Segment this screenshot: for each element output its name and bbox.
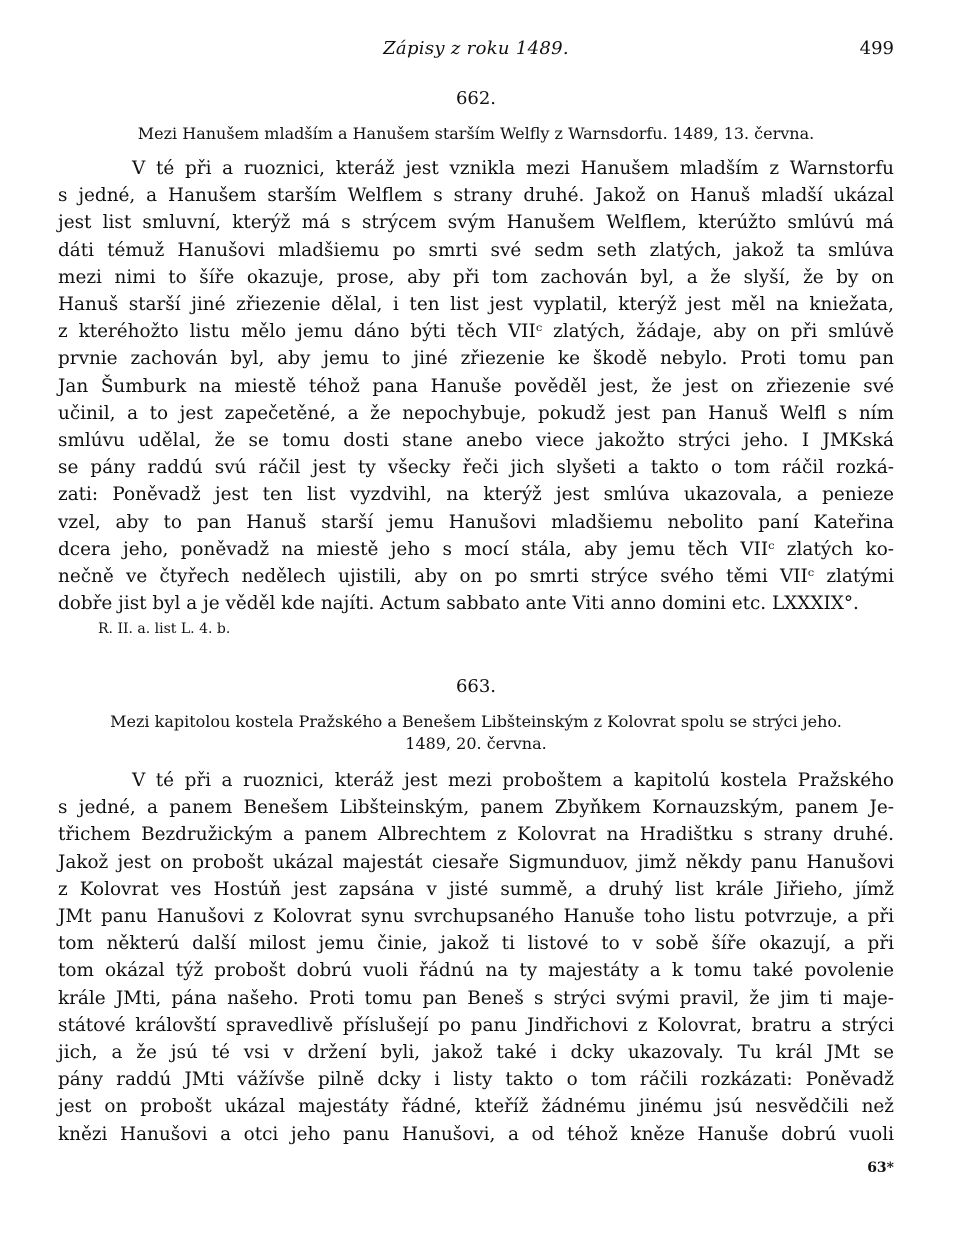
text-line: nečně ve čtyřech nedělech ujistili, aby on po smrti strýce svého těmi VIIᶜ zlatými [58,566,894,588]
running-title: Zápisy z roku 1489. [383,38,569,59]
text-line: Hanuš starší jiné zřiezenie dělal, i ten list jest vyplatil, kterýž jest měl na kniežata, [58,294,894,316]
text-line: JMt panu Hanušovi z Kolovrat synu svrchupsaného Hanuše toho listu potvrzuje, a při [58,906,894,928]
text-line: jich, a že jsú té vsi v držení byli, jakož také i dcky ukazovaly. Tu král JMt se [58,1042,894,1064]
entry-heading: Mezi Hanušem mladším a Hanušem starším Welfly z Warnsdorfu. 1489, 13. června. [137,124,815,143]
text-line: s jedné, a panem Benešem Libšteinským, panem Zbyňkem Kornauzským, panem Je- [58,797,894,819]
entry-number: 663. [455,676,497,697]
page-header [58,38,894,68]
text-line: vzel, aby to pan Hanuš starší jemu Hanušovi mladšiemu nebolito paní Kateřina [58,511,894,533]
page-number: 499 [859,38,894,59]
text-line: smlúvu udělal, že se tomu dosti stane anebo viece jakožto strýci jeho. I JMKská [58,430,894,452]
entry-663 [58,676,894,1148]
text-line: dobře jist byl a je věděl kde najíti. Actum sabbato ante Viti anno domini etc. LXXXIX°. [58,593,859,615]
text-line: zati: Poněvadž jest ten list vyzdvihl, na kterýž jest smlúva ukazovala, a penieze [58,484,894,506]
entry-body [58,155,894,617]
text-line: jest on probošt ukázal majestáty řádné, kteříž žádnému jinému jsú nesvědčili než [58,1096,894,1118]
text-line: Jakož jest on probošt ukázal majestát ciesaře Sigmunduov, jimž někdy panu Hanušovi [58,851,894,873]
text-line: jest list smluvní, kterýž má s strýcem svým Hanušem Welflem, kterúžto smlúvú má [58,212,894,234]
text-line: krále JMti, pána našeho. Proti tomu pan Beneš s strýci svými pravil, že jim ti maje- [58,987,894,1009]
entry-heading-line-2: 1489, 20. června. [405,734,547,753]
text-line: třichem Bezdružickým a panem Albrechtem z Kolovrat na Hradištku s strany druhé. [58,824,894,846]
text-line: knězi Hanušovi a otci jeho panu Hanušovi, a od téhož kněze Hanuše dobrú vuoli [58,1123,894,1145]
text-line: se pány raddú svú ráčil jest ty všecky řeči jich slyšeti a takto o tom ráčil rozká- [58,457,894,479]
text-line: s jedné, a Hanušem starším Welflem s strany druhé. Jakož on Hanuš mladší ukázal [58,185,894,207]
text-line: z Kolovrat ves Hostúň jest zapsána v jisté summě, a druhý list krále Jiřieho, jímž [58,878,894,900]
text-line: tom okázal týž probošt dobrú vuoli řádnú na ty majestáty a k tomu také povolenie [58,960,894,982]
text-line: V té při a ruoznici, kteráž jest mezi proboštem a kapitolú kostela Pražského [132,770,894,791]
entry-number: 662. [455,88,497,109]
text-line: dcera jeho, poněvadž na miestě jeho s mocí stála, aby jemu těch VIIᶜ zlatých ko- [58,538,894,560]
text-line: z kteréhožto listu mělo jemu dáno býti těch VIIᶜ zlatých, žádaje, aby on při smlúvě [58,321,894,343]
entry-body [58,767,894,1148]
text-line: prvnie zachován byl, aby jemu to jiné zřiezenie ke škodě nebylo. Proti tomu pan [58,348,894,370]
text-line: tom některú další milost jemu činie, jakož ti listové to v sobě šíře okazují, a při [58,933,894,955]
document-page [58,0,894,1239]
text-line: učinil, a to jest zapečetěné, a že nepochybuje, pokudž jest pan Hanuš Welfl s ním [58,402,894,424]
text-line: dáti témuž Hanušovi mladšiemu po smrti své sedm seth zlatých, jakož ta smlúva [58,239,894,261]
text-line: pány raddú JMti vážívše pilně dcky i listy takto o tom ráčili rozkázati: Poněvadž [58,1069,894,1091]
text-line: V té při a ruoznici, kteráž jest vznikla mezi Hanušem mladším z Warnstorfu [132,158,894,179]
source-reference: R. II. a. list L. 4. b. [98,621,231,638]
entry-662 [58,88,894,639]
entry-heading-line-1: Mezi kapitolou kostela Pražského a Benešem Libšteinským z Kolovrat spolu se strýci jeho. [110,712,842,731]
signature-mark: 63* [867,1160,894,1176]
text-line: státové královští spravedlivě příslušejí po panu Jindřichovi z Kolovrat, bratru a strýci [58,1014,894,1036]
text-line: mezi nimi to šíře okazuje, prose, aby při tom zachován byl, a že slyší, že by on [58,266,894,288]
text-line: Jan Šumburk na miestě téhož pana Hanuše pověděl jest, že jest on zřiezenie své [58,375,894,397]
